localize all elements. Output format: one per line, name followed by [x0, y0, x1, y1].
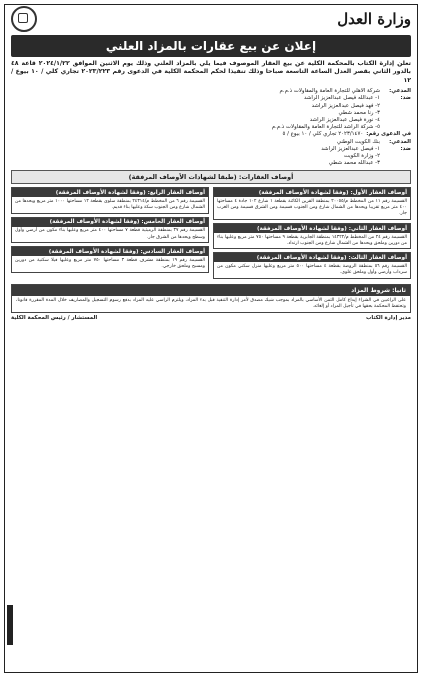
- property-title: أوصاف العقار الثالث: (وفقا لشهادة الأوصاف المرفقة): [214, 253, 410, 262]
- party-label: [383, 110, 411, 117]
- party-value: ٢- وزارة الكويت: [343, 153, 380, 160]
- section-title: أوصاف العقارات: (طبقا لشهادات الأوصاف المرفقة): [11, 170, 411, 184]
- party-value: ٤- نورة فيصل عبدالعزيز الراشد: [309, 117, 380, 124]
- property-body: القسيمة رقم ٦ من المخطط م/٢٤٣١٤ بمنطقة سلوى بقطعة ١٢ مساحتها ١٠٠٠ متر مربع ويحدها من الشمال شارع ومن الجنوب سكة وعليها بناء قديم.: [15, 198, 205, 211]
- property-box: [11, 217, 209, 243]
- party-row: [11, 146, 411, 153]
- header: [5, 5, 417, 33]
- party-label: ضد:: [400, 145, 411, 152]
- party-row: [11, 103, 411, 110]
- party-value: ١- عبدالله فيصل عبدالعزيز الراشد: [304, 95, 380, 102]
- property-box: [11, 246, 209, 272]
- party-row: [11, 131, 411, 138]
- announcement-page: [4, 4, 418, 673]
- party-label: المدعي:: [389, 138, 411, 145]
- property-title: أوصاف العقار الرابع: (وفقا لشهادة الأوصاف المرفقة): [12, 188, 208, 197]
- property-body: القسيمة رقم ٣٧ بمنطقة الرميثية قطعة ٧ مساحتها ٤٠٠ متر مربع وعليها بناء مكون من أرضي وأول وسطح ويحدها من الشرق جار.: [15, 228, 206, 240]
- property-body: القسيمة رقم ١١ من المخطط م/٢٠٠٥٥ بمنطقة القرين الكائنة بقطعة ١ شارع ١٠٢ جادة ٤ مساحتها ٤٠٠ متر مربع تقريبا ويحدها من الشمال شارع ومن الجنوب قسيمة ومن الشرق قسيمة ومن الغرب جار.: [217, 198, 408, 217]
- party-label: ضد:: [400, 95, 411, 102]
- party-label: [383, 103, 411, 110]
- kuwait-emblem-icon: [11, 6, 37, 32]
- footer: [11, 315, 411, 321]
- conditions-body: على الراغبين في الشراء إيداع كامل الثمن الأساسي بالمزاد بموجب شيك مصدق لأمر إدارة التنفيذ قبل بدء المزاد، ويلتزم الراسي عليه المزاد بدفع رسوم التسجيل والمصاريف خلال المدة المقررة قانونا، وتحتفظ المحكمة بحقها في تأجيل المزاد أو إلغائه.: [16, 297, 406, 310]
- footer-left-signature: المستشار / رئيس المحكمة الكلية: [11, 315, 98, 322]
- party-value: ٣- عبدالله محمد شطي: [328, 160, 380, 167]
- properties-left-column: [11, 187, 209, 281]
- party-label: [383, 153, 411, 160]
- parties-list: [11, 88, 411, 167]
- property-body: القسيمة رقم ٢٤ من المخطط م/١٤٣٢٢ بمنطقة الجابرية بقطعة ٩ مساحتها ٧٥٠ متر مربع وعليها بناء من دورين وملحق ويحدها من الشمال شارع ومن الجنوب ارتداد.: [217, 234, 407, 246]
- property-box: [213, 187, 411, 220]
- property-title: أوصاف العقار الأول: (وفقا لشهادة الأوصاف المرفقة): [214, 188, 410, 197]
- properties-right-column: [213, 187, 411, 281]
- side-tab: [7, 605, 13, 645]
- conditions-title: ثانيا: شروط المزاد: [12, 285, 410, 296]
- party-label: المدعي:: [389, 88, 411, 95]
- party-value: ٢٠٢٣/١٤٧٠ تجاري كلي / ١٠ بيوع / ٥: [282, 131, 364, 138]
- properties-columns: [11, 187, 411, 281]
- intro-paragraph: تعلن إدارة الكتاب بالمحكمة الكلية عن بيع العقار الموصوف فيما يلي بالمزاد العلني وذلك يوم الاثنين الموافق ٢٠٢٤/١/٢٢ قاعة ٤٨ بالدور الثاني بقصر العدل الساعة التاسعة صباحا وذلك تنفيذا لحكم المحكمة الكلية في الدعوى رقم ٢٠٢٣/٢٢٣ تجاري كلي / ١٠ بيوع / ١٢: [11, 60, 411, 84]
- party-value: بنك الكويت الوطني: [336, 138, 380, 145]
- property-title: أوصاف العقار الثاني: (وفقا لشهادة الأوصاف المرفقة): [214, 224, 410, 233]
- party-value: ٥- شركة الراشد للتجارة العامة والمقاولات ذ.م.م: [271, 124, 380, 131]
- property-box: [11, 187, 209, 213]
- property-title: أوصاف العقار الخامس: (وفقا لشهادة الأوصاف المرفقة): [12, 218, 208, 227]
- party-value: ١- فيصل عبدالعزيز الراشد: [321, 145, 380, 152]
- party-label: [383, 160, 411, 167]
- party-row: [11, 88, 411, 95]
- party-row: [11, 160, 411, 167]
- party-row: [11, 95, 411, 102]
- party-label: في الدعوى رقم:: [366, 131, 411, 138]
- party-value: ٢- فهد فيصل عبدالعزيز الراشد: [311, 102, 380, 109]
- party-value: ٣- رنا محمد شطي: [338, 109, 380, 116]
- party-row: [11, 110, 411, 117]
- footer-right-signature: مدير إدارة الكتاب: [366, 315, 411, 322]
- ministry-title: وزارة العدل: [337, 10, 411, 28]
- property-title: أوصاف العقار السادس: (وفقا لشهادة الأوصاف المرفقة): [12, 247, 208, 256]
- party-row: [11, 139, 411, 146]
- property-box: [213, 252, 411, 278]
- conditions-box: [11, 284, 411, 313]
- party-row: [11, 153, 411, 160]
- party-value: شركة الاهلي للتجارة العامة والمقاولات ذ.م.م: [279, 88, 380, 95]
- property-box: [213, 223, 411, 249]
- party-label: [383, 117, 411, 124]
- property-body: القسيمة رقم ٥٦ بمنطقة الروضة بقطعة ٤ مساحتها ٥٠٠ متر مربع وعليها منزل سكني مكون من سرداب وأرضي وأول وملحق علوي.: [217, 263, 408, 276]
- property-body: القسيمة رقم ١٩ بمنطقة مشرف قطعة ٣ مساحتها ٧٥٠ متر مربع وعليها فيلا سكنية من دورين ومسبح وملحق خارجي.: [15, 257, 206, 269]
- party-label: [383, 124, 411, 131]
- announcement-banner: إعلان عن بيع عقارات بالمزاد العلني: [11, 35, 411, 57]
